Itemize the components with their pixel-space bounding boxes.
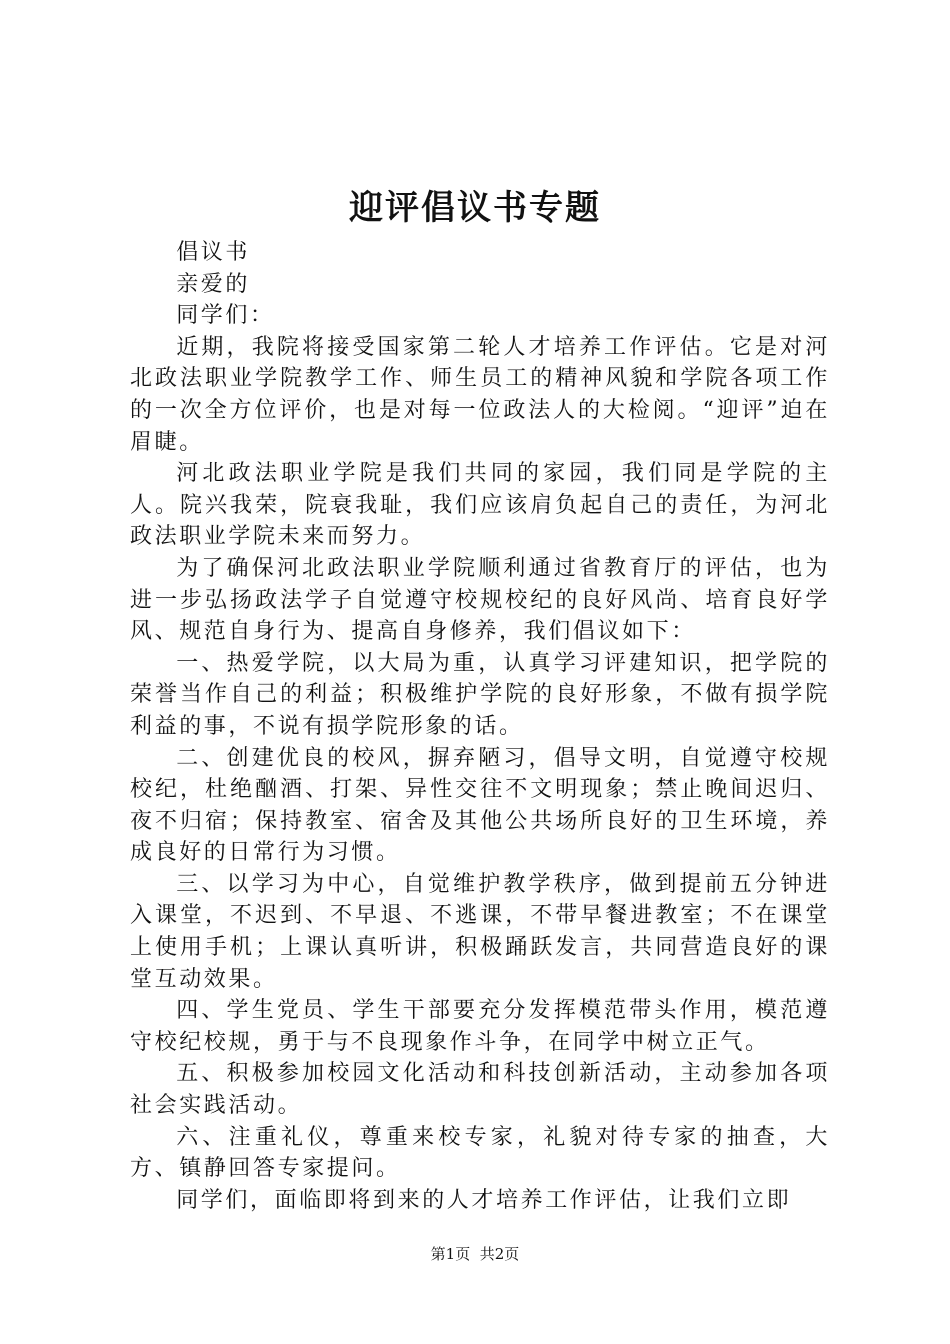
proposal-item-5: 五、积极参加校园文化活动和科技创新活动，主动参加各项社会实践活动。 [130, 1061, 830, 1119]
paragraph: 为了确保河北政法职业学院顺利通过省教育厅的评估，也为进一步弘扬政法学子自觉遵守校规校纪的良好风尚、培育良好学风、规范自身行为、提高自身修养，我们倡议如下： [130, 555, 830, 645]
proposal-item-6: 六、注重礼仪，尊重来校专家，礼貌对待专家的抽查，大方、镇静回答专家提问。 [130, 1124, 830, 1182]
proposal-item-4: 四、学生党员、学生干部要充分发挥模范带头作用，模范遵守校纪校规，勇于与不良现象作斗争，在同学中树立正气。 [130, 998, 830, 1055]
proposal-item-2: 二、创建优良的校风，摒弃陋习，倡导文明，自觉遵守校规校纪，杜绝酗酒、打架、异性交往不文明现象；禁止晚间迟归、夜不归宿；保持教室、宿舍及其他公共场所良好的卫生环境，养成良好的日常行为习惯。 [130, 745, 830, 866]
closing-paragraph: 同学们，面临即将到来的人才培养工作评估，让我们立即 [176, 1187, 792, 1213]
page-number: 第1页 [430, 1245, 471, 1263]
page-footer [0, 1244, 950, 1264]
salutation-line-1: 亲爱的 [176, 271, 250, 297]
proposal-item-1: 一、热爱学院，以大局为重，认真学习评建知识，把学院的荣誉当作自己的利益；积极维护学院的良好形象，不做有损学院利益的事，不说有损学院形象的话。 [130, 650, 830, 739]
document-title: 迎评倡议书专题 [349, 188, 601, 228]
document-body [130, 237, 830, 1216]
page-total: 共2页 [479, 1245, 520, 1263]
proposal-item-3: 三、以学习为中心，自觉维护教学秩序，做到提前五分钟进入课堂，不迟到、不早退、不逃课，不带早餐进教室；不在课堂上使用手机；上课认真听讲，积极踊跃发言，共同营造良好的课堂互动效果。 [130, 871, 830, 992]
paragraph: 近期，我院将接受国家第二轮人才培养工作评估。它是对河北政法职业学院教学工作、师生员工的精神风貌和学院各项工作的一次全方位评价，也是对每一位政法人的大检阅。“迎评”迫在眉睫。 [130, 334, 830, 455]
paragraph: 河北政法职业学院是我们共同的家园，我们同是学院的主人。院兴我荣，院衰我耻，我们应该肩负起自己的责任，为河北政法职业学院未来而努力。 [130, 461, 830, 550]
heading-line: 倡议书 [176, 240, 250, 265]
salutation-line-2: 同学们： [176, 303, 275, 329]
